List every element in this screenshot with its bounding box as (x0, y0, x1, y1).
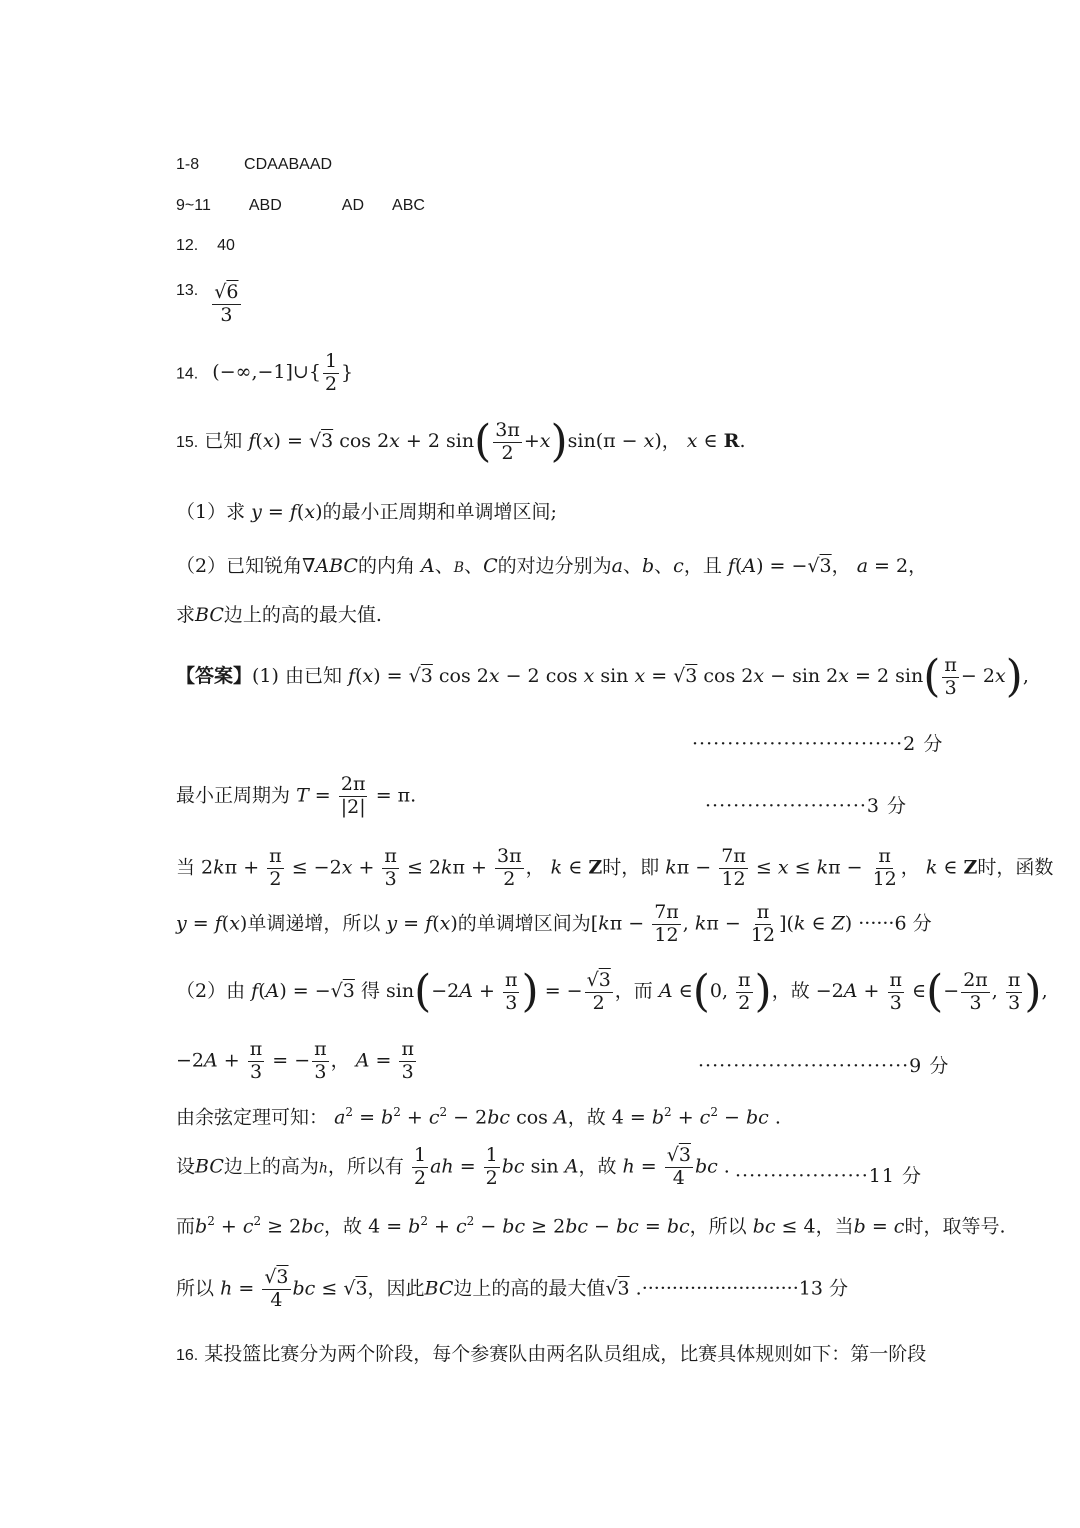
solution-cosine-law: 由余弦定理可知： $a^2 = b^2 + c^2 - 2bc$ cos A，故 $4 = b^2 + c^2$ − bc . (176, 1105, 781, 1129)
q15-part2-end: 求BC边上的高的最大值. (176, 604, 382, 626)
q15-part1: （1）求 y = f(x)的最小正周期和单调增区间; (176, 501, 557, 523)
solution-period: 最小正周期为 T = $\frac{2\pi}{|2|}$ = π. (176, 773, 417, 818)
answer-row-13: $^{13.}$ $\frac{√6}{3}$ (176, 281, 239, 326)
q16-statement: 16. 某投篮比赛分为两个阶段，每个参赛队由两名队员组成，比赛具体规则如下：第一阶段 (176, 1343, 927, 1365)
solution-part1: 【答案】(1) 由已知 f(x) = √3 cos 2x − 2 cos x sin x = √3 cos 2x − sin 2x = 2 sin( $\frac{\pi}{3}$ − 2x), (176, 651, 1029, 702)
answer-row-1-8: 1-8 CDAABAAD (176, 156, 333, 173)
score-2: ······························2 分 (692, 733, 944, 755)
q15-part2: （2）已知锐角∇ABC的内角 A、B、C的对边分别为a、b、c，且 f(A) = −√3， a = 2， (176, 555, 928, 577)
answer-row-9-11: 9~11 ABD AD ABC (176, 197, 425, 214)
solution-inequality: 而$b^2 + c^2 \ge 2bc$，故 $4 = b^2 + c^2$ − bc ≥ 2bc − bc = bc，所以 bc ≤ 4，当b = c时，取等号. (176, 1214, 1006, 1238)
solution-height: 设BC边上的高为h，所以有 $\frac{1}{2}$ ah = $\frac{1}{2}$ bc sin A，故 h = $\frac{√3}{4}$ bc . (176, 1144, 730, 1189)
solution-part2: （2）由 f(A) = −√3 得 sin(−2A + $\frac{\pi}{3}$ ) = − $\frac{√3}{2}$ ，而 A ∈(0, $\frac{\pi}{2}$ )，故 −2A + $\frac{\pi}{3}$ ∈(− $\frac{2\pi}{3}$ , $\frac{\pi}{3}$ ), (176, 966, 1048, 1017)
solution-A-value: −2A + $\frac{\pi}{3}$ = − $\frac{\pi}{3}$ ， A = $\frac{\pi}{3}$ (176, 1038, 414, 1083)
q15-statement: 15. 已知 f(x) = √3 cos 2x + 2 sin( $\frac{3\pi}{2}$ +x)sin(π − x)， x ∈ R. (176, 416, 746, 467)
score-11: ···················11 分 (735, 1165, 922, 1187)
answer-row-12: 12. 40 (176, 237, 235, 254)
score-13: ··························13 分 (641, 1277, 848, 1300)
sqrt6-over-3: $\frac{√6}{3}$ (214, 281, 239, 326)
score-3: ·······················3 分 (705, 795, 908, 817)
solution-monotonic: y = f(x)单调递增，所以 y = f(x)的单调增区间为[kπ − $\frac{7\pi}{12}$ , kπ − $\frac{\pi}{12}$ ](k ∈ Z) ······6 分 (176, 901, 932, 946)
answer-row-14: 14. (−∞,−1]∪{ $\frac{1}{2}$ } (176, 350, 354, 395)
score-9: ······························9 分 (698, 1055, 950, 1077)
score-6: ······6 分 (858, 912, 932, 935)
solution-final: 所以 h = $\frac{√3}{4}$ bc ≤ √3，因此BC边上的高的最大值√3 .··························13 分 (176, 1266, 848, 1311)
solution-when: 当 2kπ + $\frac{\pi}{2}$ ≤ −2x + $\frac{\pi}{3}$ ≤ 2kπ + $\frac{3\pi}{2}$ ， k ∈ Z时，即 kπ − $\frac{7\pi}{12}$ ≤ x ≤ kπ − $\frac{\pi}{12}$ ， k ∈ Z时，函数 (176, 845, 1054, 890)
